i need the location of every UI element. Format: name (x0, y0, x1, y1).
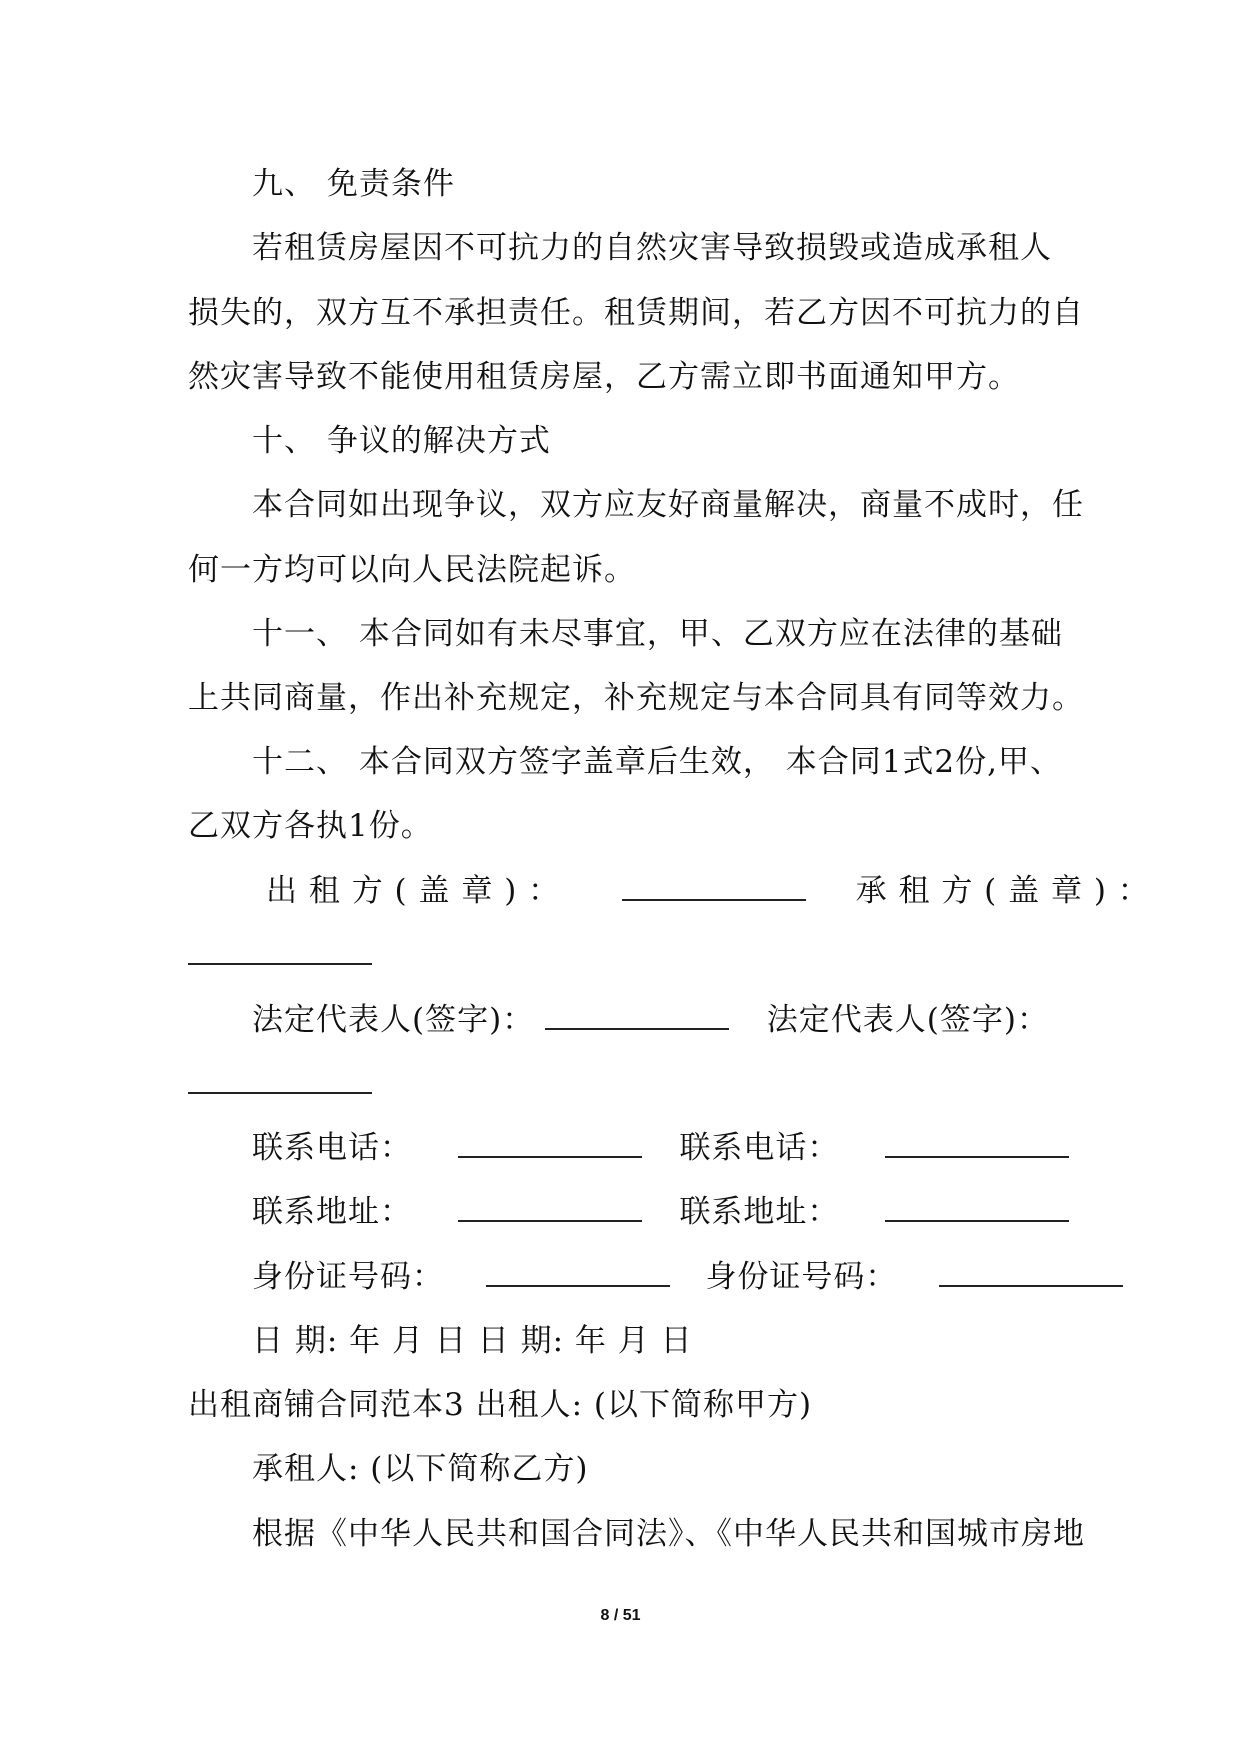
address-label-lessee: 联系地址： (679, 1194, 840, 1230)
id-number-blank-lessee (939, 1259, 1123, 1287)
address-blank-lessor (458, 1194, 642, 1222)
legal-rep-row (252, 1000, 1049, 1040)
phone-row (252, 1128, 1069, 1168)
phone-blank-lessee (885, 1130, 1069, 1158)
section-9-text-line-1: 若租赁房屋因不可抗力的自然灾害导致损毁或造成承租人 (252, 230, 1052, 266)
section-11-text-line-2: 上共同商量，作出补充规定，补充规定与本合同具有同等效力。 (188, 680, 1084, 716)
address-blank-lessee (885, 1194, 1069, 1222)
phone-blank-lessor (458, 1130, 642, 1158)
legal-rep-blank-lessee (188, 1066, 372, 1094)
next-contract-basis-line: 根据《中华人民共和国合同法》、《中华人民共和国城市房地 (252, 1516, 1085, 1552)
section-10-text-line-1: 本合同如出现争议，双方应友好商量解决，商量不成时，任 (252, 487, 1084, 523)
section-9-heading: 九、 免责条件 (252, 166, 455, 202)
section-10-heading: 十、 争议的解决方式 (252, 423, 551, 459)
legal-rep-blank-row (188, 1064, 372, 1104)
phone-label-lessee: 联系电话： (679, 1130, 840, 1166)
section-12-text-line-2: 乙双方各执1份。 (188, 808, 433, 844)
date-row: 日 期: 年 月 日 日 期: 年 月 日 (252, 1323, 693, 1359)
lessor-seal-blank (622, 873, 806, 901)
legal-rep-blank-lessor (545, 1002, 729, 1030)
id-number-label-lessor: 身份证号码： (252, 1259, 444, 1295)
section-9-text-line-2: 损失的，双方互不承担责任。租赁期间，若乙方因不可抗力的自 (188, 295, 1084, 331)
phone-label-lessor: 联系电话： (252, 1130, 412, 1166)
legal-rep-label-lessee: 法定代表人(签字)： (766, 1002, 1049, 1038)
lessee-seal-label: 承 租 方 ( 盖 章 ) ： (855, 873, 1150, 909)
page-number: 8 / 51 (600, 1607, 641, 1624)
address-label-lessor: 联系地址： (252, 1194, 412, 1230)
id-number-label-lessee: 身份证号码： (705, 1259, 898, 1295)
section-12-text-line-1: 十二、 本合同双方签字盖章后生效， 本合同1式2份,甲、 (252, 744, 1063, 780)
next-contract-lessee-line: 承租人: (以下简称乙方) (252, 1451, 589, 1487)
id-number-row (252, 1257, 1123, 1297)
lessee-seal-blank (188, 937, 372, 965)
lessor-seal-label: 出 租 方 ( 盖 章 ) ： (266, 873, 561, 909)
lessor-seal-row (266, 871, 1150, 911)
section-11-text-line-1: 十一、 本合同如有未尽事宜，甲、乙双方应在法律的基础 (252, 616, 1063, 652)
section-10-text-line-2: 何一方均可以向人民法院起诉。 (188, 552, 636, 588)
id-number-blank-lessor (486, 1259, 670, 1287)
lessee-seal-blank-row (188, 935, 372, 975)
section-9-text-line-3: 然灾害导致不能使用租赁房屋，乙方需立即书面通知甲方。 (188, 359, 1020, 395)
address-row (252, 1192, 1069, 1232)
next-contract-title-line: 出租商铺合同范本3 出租人: (以下简称甲方) (188, 1387, 813, 1423)
legal-rep-label-lessor: 法定代表人(签字)： (252, 1002, 535, 1038)
